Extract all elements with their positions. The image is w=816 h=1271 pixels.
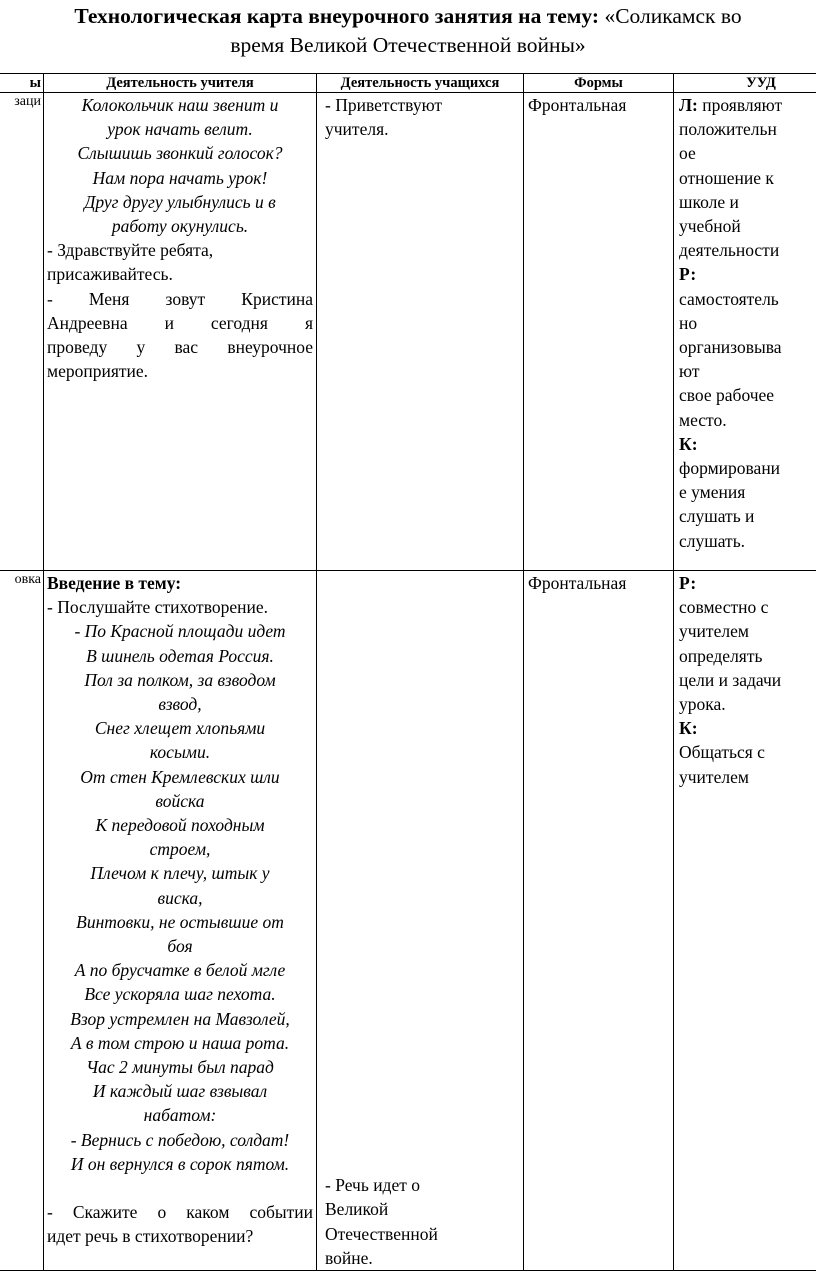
teacher-cell xyxy=(44,571,317,1271)
stage-cell: заци xyxy=(0,93,44,571)
uud-k-label: К: xyxy=(679,716,816,740)
uud-k-label: К: xyxy=(679,432,816,456)
intro-line: - Меня зовут Кристина xyxy=(47,287,313,311)
header-teacher: Деятельность учителя xyxy=(44,74,317,93)
form-cell: Фронтальная xyxy=(524,93,674,571)
title-normal-1: «Соликамск во xyxy=(599,4,742,28)
war-poem: - По Красной площади идет В шинель одетая Россия. Пол за полком, за взводом взвод, Снег хлещет хлопьями косыми. От стен Кремлевских шли войска К передовой походным строем, Плечом к плечу, штык у виска, Винтовки, не остывшие от боя А по брусчатке в белой мгле Все ускоряла шаг пехота. Взор устремлен на Мавзолей, А в том строю и наша рота. Час 2 минуты был парад И каждый шаг взвывал набатом: - Вернись с победою, солдат! И он вернулся в сорок пятом. xyxy=(47,619,313,1176)
greeting-line: присаживайтесь. xyxy=(47,262,313,286)
intro-heading: Введение в тему: xyxy=(47,571,313,595)
header-uud: УУД xyxy=(674,74,816,93)
question-line: идет речь в стихотворении? xyxy=(47,1224,313,1248)
form-cell: Фронтальная xyxy=(524,571,674,1271)
students-cell: - Приветствуют учителя. xyxy=(317,93,524,571)
header-students: Деятельность учащихся xyxy=(317,74,524,93)
uud-cell: Р: совместно с учителем определять цели и задачи урока. К: Общаться с учителем xyxy=(674,571,816,1271)
header-forms: Формы xyxy=(524,74,674,93)
uud-l-label: Л: xyxy=(679,95,698,115)
listen-line: - Послушайте стихотворение. xyxy=(47,595,313,619)
uud-r-label: Р: xyxy=(679,262,816,286)
students-cell: - Речь идет о Великой Отечественной войне. xyxy=(317,571,524,1271)
intro-line: проведу у вас внеурочное xyxy=(47,335,313,359)
table-header-row xyxy=(0,74,816,93)
document-title xyxy=(0,0,816,60)
table-row xyxy=(0,571,816,1271)
teacher-cell xyxy=(44,93,317,571)
intro-line: мероприятие. xyxy=(47,359,313,383)
intro-line: Андреевна и сегодня я xyxy=(47,311,313,335)
stage-cell: овка xyxy=(0,571,44,1271)
uud-r-label: Р: xyxy=(679,571,816,595)
greeting-line: - Здравствуйте ребята, xyxy=(47,238,313,262)
uud-cell: Л: проявляют положительн ое отношение к школе и учебной деятельности Р: самостоятель но организовыва ют свое рабочее место. К: формировани е умения слушать и слушать. xyxy=(674,93,816,571)
header-stage: ы xyxy=(0,74,44,93)
title-bold: Технологическая карта внеурочного занятия на тему: xyxy=(74,4,599,28)
question-line: - Скажите о каком событии xyxy=(47,1200,313,1224)
title-normal-2: время Великой Отечественной войны» xyxy=(230,33,585,57)
table-row xyxy=(0,93,816,571)
lesson-table xyxy=(0,73,816,1271)
greeting-poem: Колокольчик наш звенит и урок начать велит. Слышишь звонкий голосок? Нам пора начать урок! Друг другу улыбнулись и в работу окунулись. xyxy=(47,93,313,238)
